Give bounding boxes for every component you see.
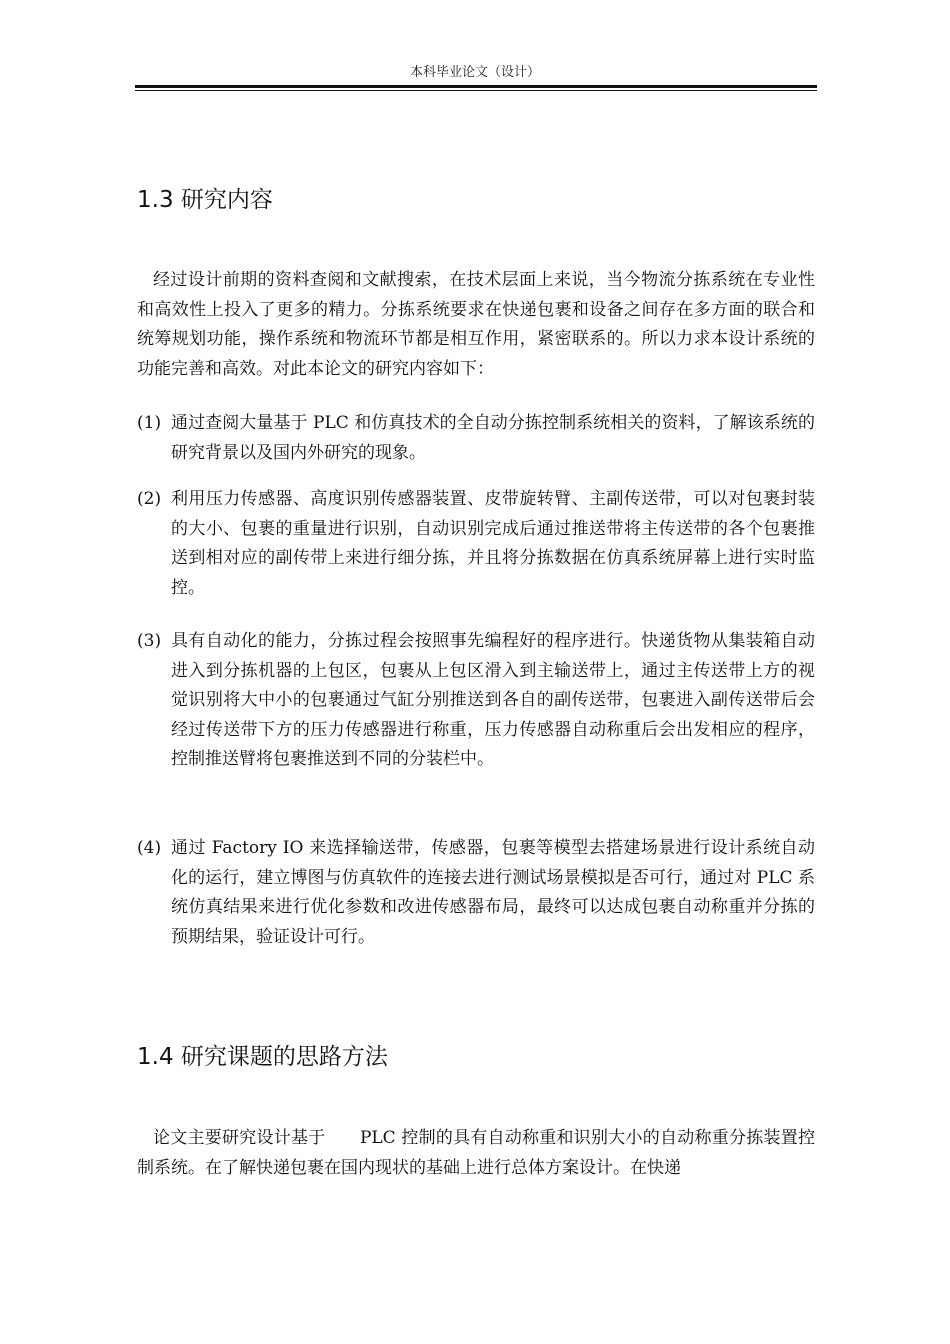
section-heading-1-4: 1.4 研究课题的思路方法 — [137, 1044, 388, 1070]
list-item-text: 通过 Factory IO 来选择输送带，传感器，包裹等模型去搭建场景进行设计系统自动化的运行，建立博图与仿真软件的连接去进行测试场景模拟是否可行，通过对 PLC 系统仿真结果来进行优化参数和改进传感器布局，最终可以达成包裹自动称重并分拣的预期结果，验证设计可行。 — [171, 838, 815, 947]
list-item-marker: (1) — [137, 413, 162, 433]
list-item-text: 利用压力传感器、高度识别传感器装置、皮带旋转臂、主副传送带，可以对包裹封装的大小、包裹的重量进行识别，自动识别完成后通过推送带将主传送带的各个包裹推送到相对应的副传带上来进行细分拣，并且将分拣数据在仿真系统屏幕上进行实时监控。 — [171, 489, 815, 598]
list-item — [137, 627, 815, 775]
list-item — [137, 409, 815, 468]
list-item — [137, 485, 815, 603]
section-1-4-intro-paragraph: 论文主要研究设计基于 PLC 控制的具有自动称重和识别大小的自动称重分拣装置控制系统。在了解快递包裹在国内现状的基础上进行总体方案设计。在快递 — [137, 1128, 815, 1178]
list-item-text: 通过查阅大量基于 PLC 和仿真技术的全自动分拣控制系统相关的资料，了解该系统的研究背景以及国内外研究的现象。 — [171, 413, 815, 463]
list-item-marker: (2) — [137, 489, 162, 509]
section-heading-1-3: 1.3 研究内容 — [137, 187, 273, 213]
header-rule — [135, 85, 817, 88]
list-item-marker: (4) — [137, 838, 162, 858]
section-1-3-intro-paragraph: 经过设计前期的资料查阅和文献搜索，在技术层面上来说，当今物流分拣系统在专业性和高效性上投入了更多的精力。分拣系统要求在快递包裹和设备之间存在多方面的联合和统筹规划功能，操作系统和物流环节都是相互作用，紧密联系的。所以力求本设计系统的功能完善和高效。对此本论文的研究内容如下： — [137, 270, 815, 379]
list-item — [137, 834, 815, 952]
header-rule-thin — [135, 90, 817, 91]
list-item-text: 具有自动化的能力，分拣过程会按照事先编程好的程序进行。快递货物从集装箱自动进入到分拣机器的上包区，包裹从上包区滑入到主输送带上，通过主传送带上方的视觉识别将大中小的包裹通过气缸分别推送到各自的副传送带，包裹进入副传送带后会经过传送带下方的压力传感器进行称重，压力传感器自动称重后会出发相应的程序，控制推送臂将包裹推送到不同的分装栏中。 — [171, 631, 815, 769]
list-item-marker: (3) — [137, 631, 162, 651]
page-header-title: 本科毕业论文（设计） — [409, 65, 540, 80]
